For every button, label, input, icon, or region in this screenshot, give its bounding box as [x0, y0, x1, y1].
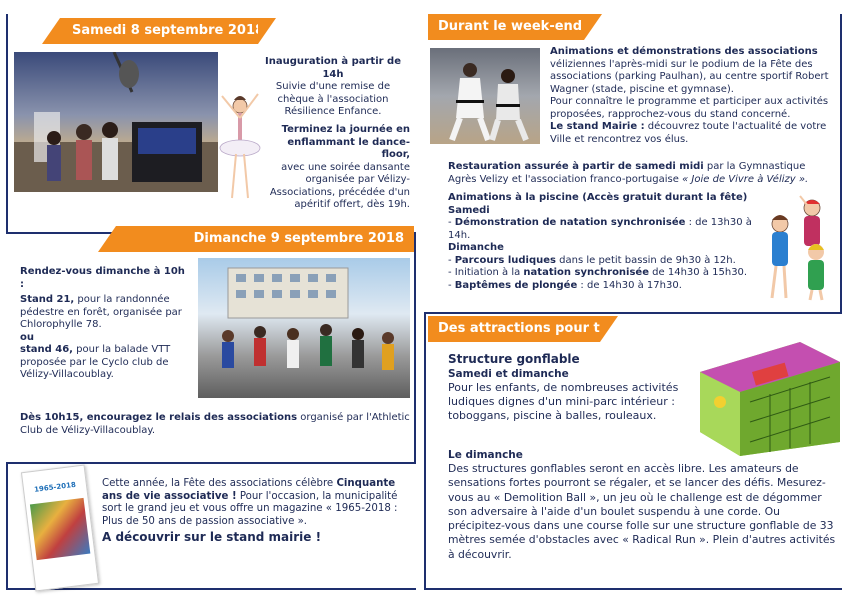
init-line: - Initiation à la natation synchronisée de 14h30 à 15h30.	[448, 267, 748, 278]
attractions-dimanche	[448, 448, 836, 562]
stand21-bold: Stand 21,	[20, 294, 75, 305]
anniversary-bold: Cinquante ans de vie associative !	[102, 478, 396, 502]
demo-bold: Démonstration de natation synchronisée	[454, 217, 686, 228]
demo-text: : de 13h30 à 14h.	[448, 217, 752, 241]
saturday-dj-photo	[14, 52, 218, 192]
piscine-samedi: Samedi	[448, 204, 490, 216]
magazine-years: 1965-2018	[33, 480, 77, 494]
structure-title: Structure gonflable	[448, 352, 580, 366]
init-bold: natation synchronisée	[523, 267, 649, 278]
resto-text: par la Gymnastique Agrès Velizy et l'association franco-portugaise	[448, 161, 806, 185]
sunday-banner: Dimanche 9 septembre 2018	[116, 226, 414, 252]
attractions-content	[448, 352, 708, 423]
init-text: Initiation à la	[454, 267, 524, 278]
sunday-relais	[20, 412, 410, 437]
anniversary-text2: Pour l'occasion, la municipalité sort le grand jeu et vous offre un magazine « 1965-2018 : Plus de 50 ans de passion associative ».	[102, 490, 398, 527]
sunday-rdv	[20, 266, 190, 291]
relais-line	[20, 412, 410, 437]
saturday-banner: Samedi 8 septembre 2018	[60, 18, 258, 44]
saturday-dancefloor	[262, 124, 410, 212]
dimanche-label: Le dimanche	[448, 449, 523, 461]
parcours-bold: Parcours ludiques	[454, 254, 556, 266]
dancefloor-text: avec une soirée dansante organisée par Vélizy-Associations, précédée d'un apéritif offert, dès 19h.	[269, 161, 410, 210]
bapt-line: - Baptêmes de plongée : de 14h30 à 17h30.	[448, 279, 682, 291]
resto-italic: « Joie de Vivre à Vélizy ».	[682, 173, 809, 185]
inauguration-title: Inauguration à partir de 14h	[265, 56, 401, 80]
swimmers-illustration	[756, 194, 836, 302]
demo-line: - Démonstration de natation synchronisée : de 13h30 à 14h.	[448, 217, 752, 241]
parcours-text: dans le petit bassin de 9h30 à 12h.	[555, 254, 736, 266]
weekend-banner-tail	[584, 14, 602, 40]
parcours-line: - Parcours ludiques dans le petit bassin de 9h30 à 12h.	[448, 254, 736, 266]
martial-arts-photo	[430, 48, 540, 144]
anniversary-cta: A découvrir sur le stand mairie !	[102, 530, 322, 544]
piscine-dimanche: Dimanche	[448, 242, 504, 253]
stand21-line	[20, 294, 192, 332]
saturday-banner-head	[42, 18, 60, 44]
saturday-banner-tail	[258, 18, 276, 44]
anim-paragraph	[550, 46, 834, 96]
ballerina-illustration	[214, 86, 264, 206]
stand21-text: pour la randonnée pédestre en forêt, organisée par Chlorophylle 78.	[20, 294, 182, 330]
bapt-bold: Baptêmes de plongée	[454, 279, 578, 291]
inauguration-text: Suivie d'une remise de chèque à l'association Résilience Enfance.	[275, 81, 391, 117]
dimanche-text: Des structures gonflables seront en accès libre. Les amateurs de sensations fortes pourront se régaler, et se lancer des défis. Mesurez-vous au « Demolition Ball », un jeu où le challenge est de dégommer son adversaire à l'aide d'un boulet suspendu à une corde. Ou précipitez-vous dans une course folle sur une structure gonflable de 33 mètres semée d'obstacles avec « Radical Run ». Plein d'autres activités à découvrir.	[448, 462, 836, 561]
init-text2: de 14h30 à 15h30.	[649, 267, 748, 278]
anniversary-text	[102, 478, 408, 544]
saturday-inauguration	[258, 56, 408, 119]
stand46-line	[20, 344, 192, 382]
resto-bold: Restauration assurée à partir de samedi midi	[448, 161, 704, 172]
resto-paragraph	[448, 161, 836, 186]
relais-text: organisé par l'Athletic Club de Vélizy-Villacoublay.	[20, 412, 410, 436]
magazine-collage	[30, 498, 90, 560]
anim-text: véliziennes l'après-midi sur le podium de la Fête des associations (parking Paulhan), au centre sportif Robert Wagner (stade, piscine et gymnase).	[550, 58, 829, 95]
piscine-title: Animations à la piscine (Accès gratuit durant la fête)	[448, 192, 748, 203]
dancefloor-title: Terminez la journée en enflammant le dance-floor,	[281, 124, 410, 160]
anniversary-paragraph	[102, 478, 408, 528]
attractions-banner-tail	[600, 316, 618, 342]
relais-bold: Dès 10h15, encouragez le relais des associations	[20, 412, 298, 423]
weekend-piscine	[448, 192, 758, 292]
stand46-text: pour la balade VTT proposée par le Cyclo club de Vélizy-Villacoublay.	[20, 344, 171, 380]
rdv-title: Rendez-vous dimanche à 10h :	[20, 266, 185, 290]
anim-paragraph-2: Pour connaître le programme et participer aux activités proposées, rapprochez-vous du stand concerné.	[550, 96, 829, 120]
stand46-bold: stand 46,	[20, 344, 73, 355]
bouncy-structure-image	[690, 332, 842, 456]
anniversary-text1: Cette année, la Fête des associations célèbre	[102, 478, 337, 489]
weekend-banner: Durant le week-end	[428, 14, 584, 40]
weekend-restauration	[448, 161, 836, 186]
structure-weekend-text: Pour les enfants, de nombreuses activités ludiques dignes d'un mini-parc intérieur : toboggans, piscine à balles, rouleaux.	[448, 381, 679, 422]
mairie-bold: Le stand Mairie :	[550, 121, 645, 132]
bapt-text: : de 14h30 à 17h30.	[577, 279, 682, 291]
attractions-banner: Des attractions pour tous	[428, 316, 600, 342]
mairie-paragraph	[550, 121, 834, 146]
sunday-banner-tail	[98, 226, 116, 252]
structure-weekend-label: Samedi et dimanche	[448, 368, 569, 380]
sunday-stands	[20, 294, 192, 382]
anim-bold: Animations et démonstrations des associations	[550, 46, 818, 57]
sunday-runners-photo	[198, 258, 410, 398]
mairie-text: découvrez toute l'actualité de votre Ville et rencontrez vos élus.	[550, 121, 827, 145]
weekend-animations	[550, 46, 834, 146]
ou-text: ou	[20, 331, 34, 343]
